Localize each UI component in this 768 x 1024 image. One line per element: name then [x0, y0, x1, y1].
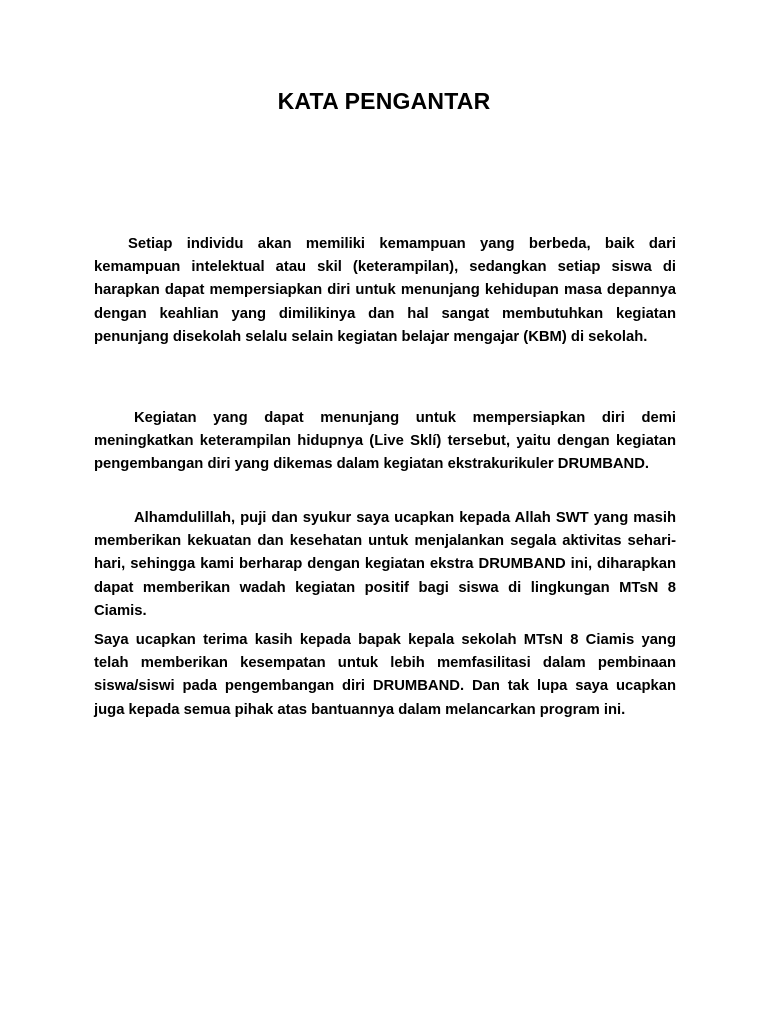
- paragraph-gratitude: Alhamdulillah, puji dan syukur saya ucapkan kepada Allah SWT yang masih memberikan kekuatan dan kesehatan untuk menjalankan segala aktivitas sehari-hari, sehingga kami berharap dengan kegiatan ekstra DRUMBAND ini, diharapkan dapat memberikan wadah kegiatan positif bagi siswa di lingkungan MTsN 8 Ciamis.: [94, 510, 676, 619]
- paragraph-intro: Setiap individu akan memiliki kemampuan yang berbeda, baik dari kemampuan intelektual atau skil (keterampilan), sedangkan setiap siswa di harapkan dapat mempersiapkan diri untuk menunjang kehidupan masa depannya dengan keahlian yang dimilikinya dan hal sangat membutuhkan kegiatan penunjang disekolah selalu selain kegiatan belajar mengajar (KBM) di sekolah.: [94, 236, 676, 345]
- paragraph-thanks: Saya ucapkan terima kasih kepada bapak kepala sekolah MTsN 8 Ciamis yang telah memberikan kesempatan untuk lebih memfasilitasi dalam pembinaan siswa/siswi pada pengembangan diri DRUMBAND. Dan tak lupa saya ucapkan juga kepada semua pihak atas bantuannya dalam melancarkan program ini.: [94, 632, 676, 718]
- page-title: KATA PENGANTAR: [277, 88, 491, 114]
- paragraph-activities: Kegiatan yang dapat menunjang untuk mempersiapkan diri demi meningkatkan keterampilan hidupnya (Live Sklí) tersebut, yaitu dengan kegiatan pengembangan diri yang dikemas dalam kegiatan ekstrakurikuler DRUMBAND.: [94, 410, 676, 473]
